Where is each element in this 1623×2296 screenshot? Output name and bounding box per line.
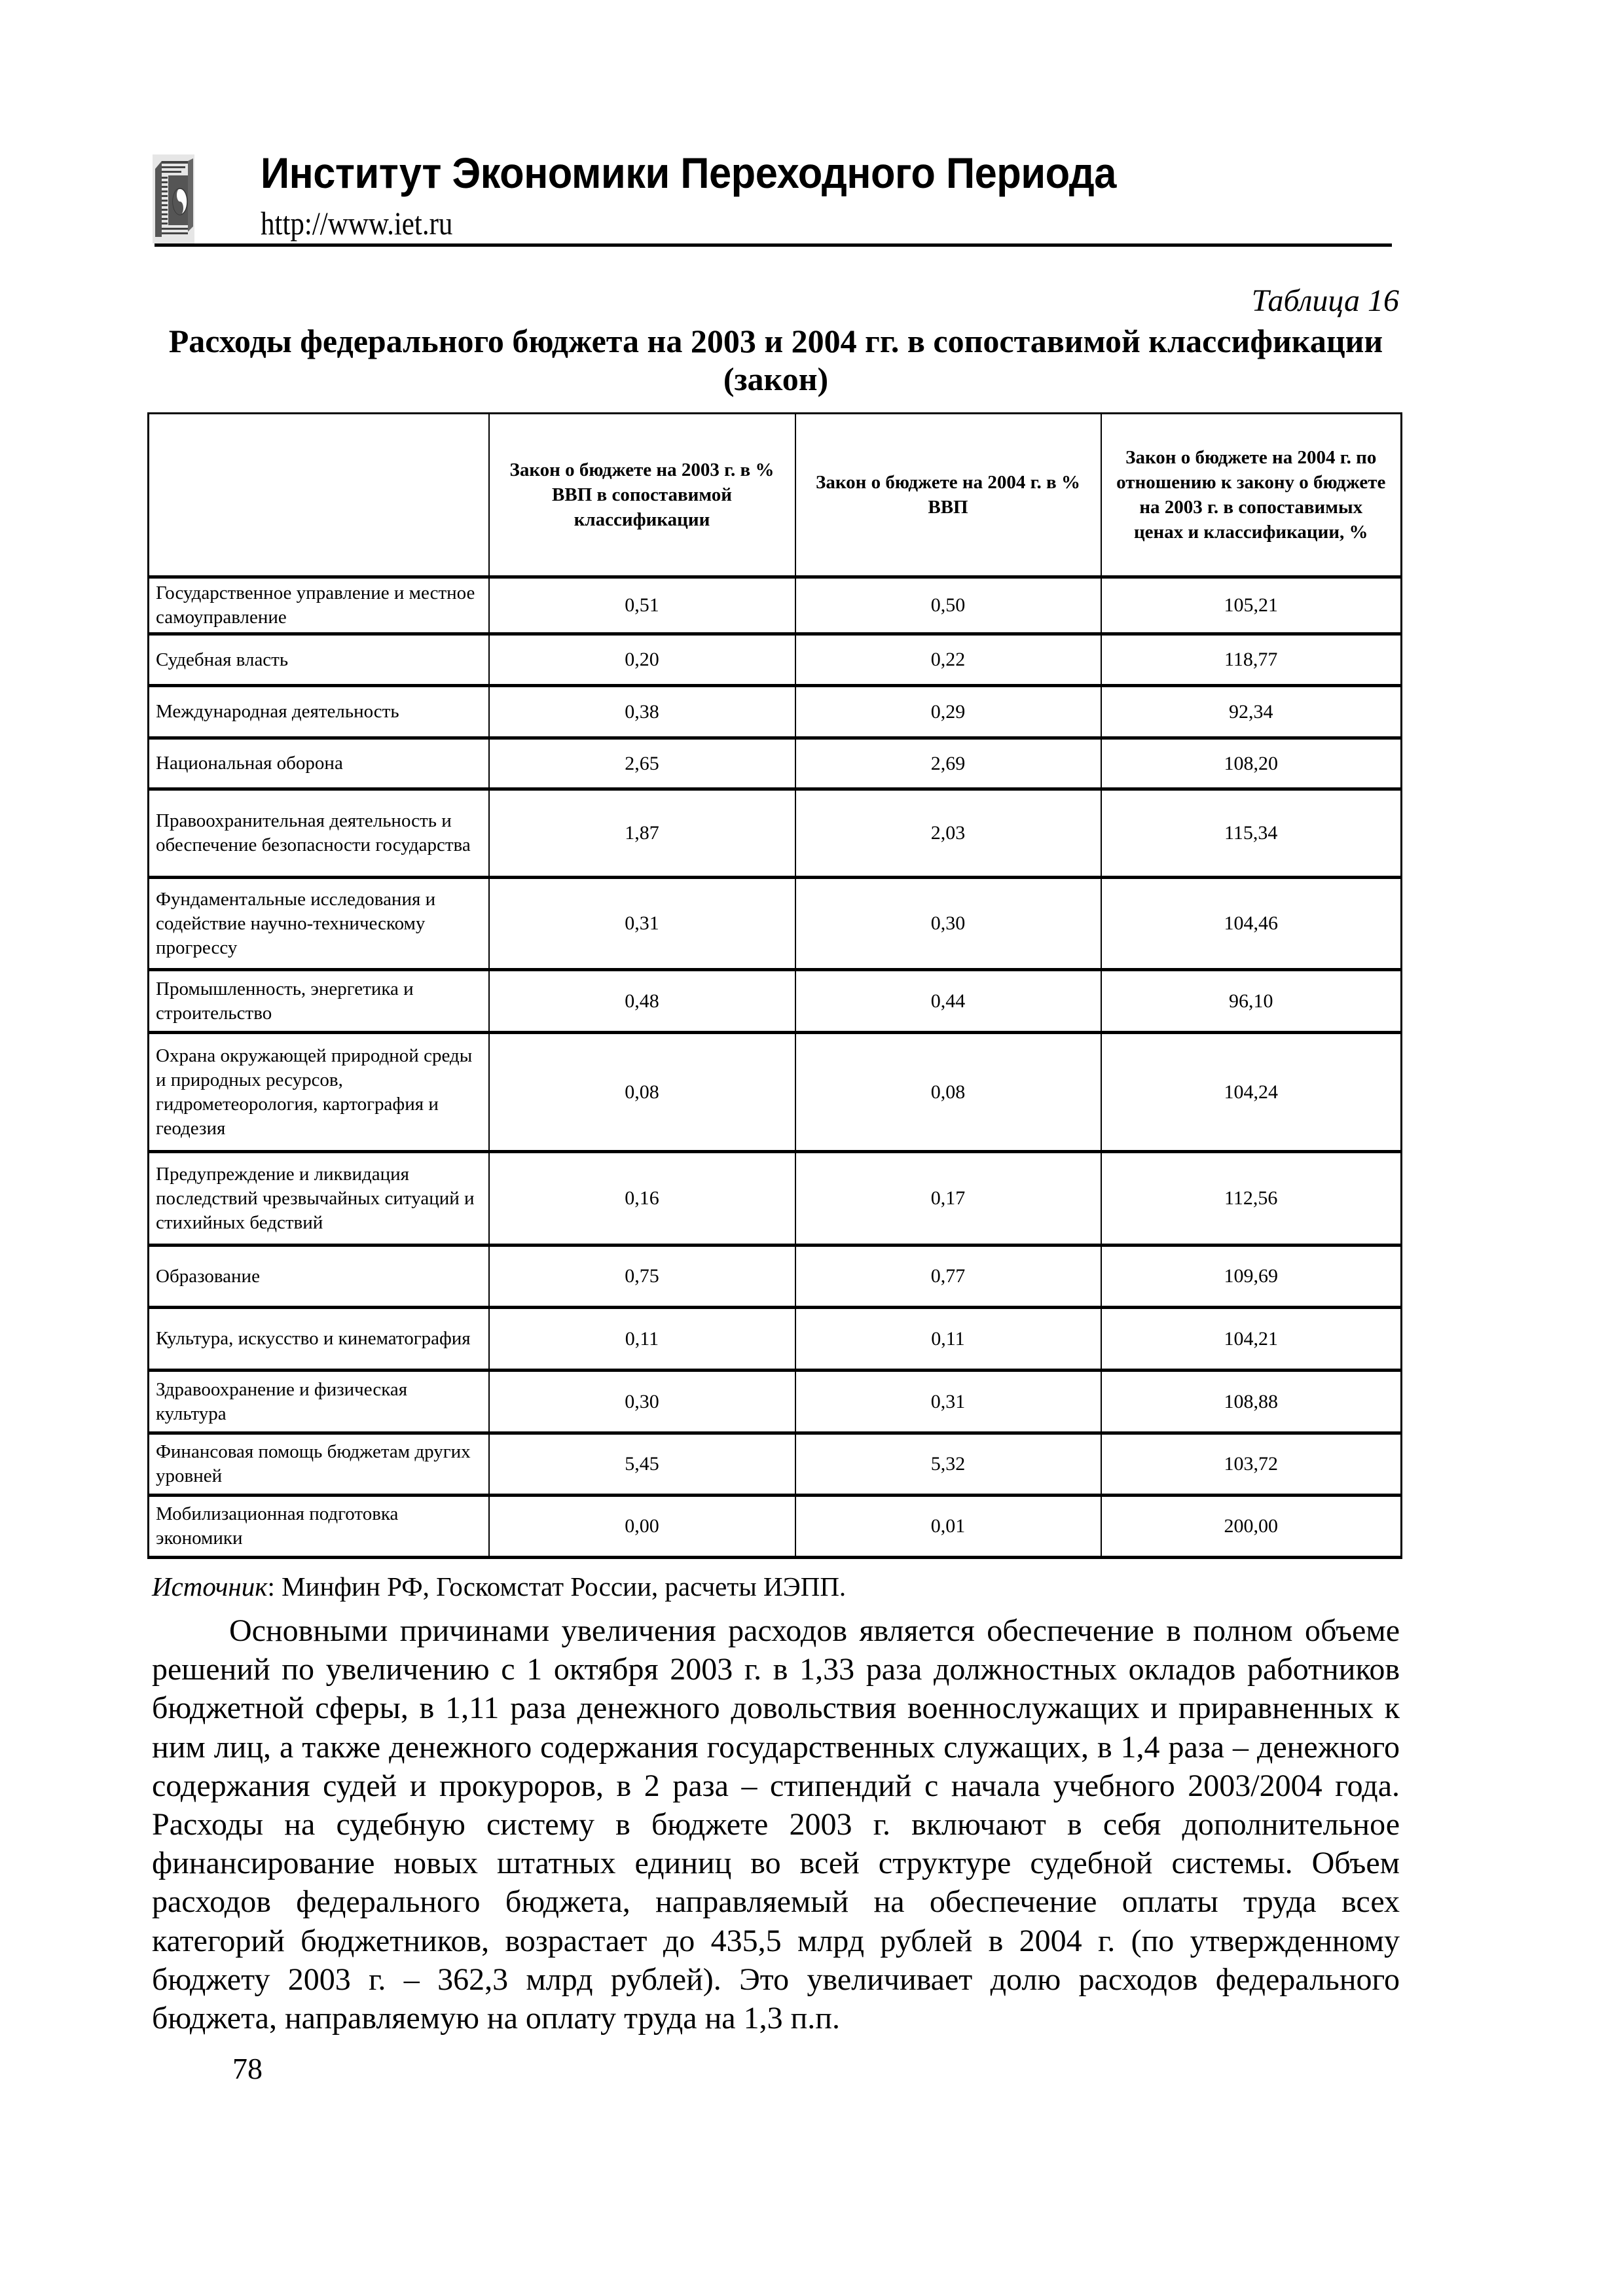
cell-ratio: 96,10	[1101, 970, 1402, 1033]
row-label: Образование	[149, 1246, 489, 1308]
header-divider	[155, 243, 1392, 247]
institute-name: Институт Экономики Переходного Периода	[261, 149, 1116, 197]
table-row	[149, 789, 1402, 878]
table-label: Таблица 16	[1251, 283, 1399, 318]
row-label: Промышленность, энергетика и строительство	[149, 970, 489, 1033]
row-label: Государственное управление и местное самоуправление	[149, 577, 489, 634]
cell-ratio: 200,00	[1101, 1496, 1402, 1558]
cell-2003: 0,30	[489, 1371, 795, 1433]
cell-2003: 5,45	[489, 1433, 795, 1496]
table-row	[149, 878, 1402, 970]
cell-ratio: 118,77	[1101, 634, 1402, 686]
table-row	[149, 634, 1402, 686]
cell-2004: 0,22	[795, 634, 1101, 686]
cell-2003: 0,38	[489, 686, 795, 738]
column-header-category	[149, 414, 489, 577]
cell-2004: 0,29	[795, 686, 1101, 738]
institute-url: http://www.iet.ru	[261, 205, 453, 242]
cell-2004: 0,01	[795, 1496, 1101, 1558]
row-label: Мобилизационная подготовка экономики	[149, 1496, 489, 1558]
cell-2004: 0,31	[795, 1371, 1101, 1433]
cell-2004: 0,50	[795, 577, 1101, 634]
cell-2004: 2,03	[795, 789, 1101, 878]
cell-ratio: 92,34	[1101, 686, 1402, 738]
cell-ratio: 108,88	[1101, 1371, 1402, 1433]
cell-2003: 0,00	[489, 1496, 795, 1558]
source-text: : Минфин РФ, Госкомстат России, расчеты ИЭПП.	[267, 1571, 847, 1602]
table-title: Расходы федерального бюджета на 2003 и 2004 гг. в сопоставимой классификации (закон)	[168, 323, 1383, 397]
row-label: Фундаментальные исследования и содействие научно-техническому прогрессу	[149, 878, 489, 970]
cell-2004: 0,08	[795, 1033, 1101, 1152]
row-label: Здравоохранение и физическая культура	[149, 1371, 489, 1433]
cell-ratio: 112,56	[1101, 1152, 1402, 1246]
cell-2003: 0,31	[489, 878, 795, 970]
row-label: Правоохранительная деятельность и обеспечение безопасности государства	[149, 789, 489, 878]
column-header-2003-gdp: Закон о бюджете на 2003 г. в % ВВП в сопоставимой классификации	[489, 414, 795, 577]
iet-logo-icon	[153, 154, 194, 243]
cell-ratio: 115,34	[1101, 789, 1402, 878]
cell-2003: 0,48	[489, 970, 795, 1033]
table-row	[149, 738, 1402, 789]
cell-ratio: 104,46	[1101, 878, 1402, 970]
cell-2004: 2,69	[795, 738, 1101, 789]
cell-2003: 1,87	[489, 789, 795, 878]
cell-2003: 2,65	[489, 738, 795, 789]
table-row	[149, 1246, 1402, 1308]
table-row	[149, 686, 1402, 738]
cell-2004: 0,17	[795, 1152, 1101, 1246]
table-source	[152, 1571, 846, 1602]
table-row	[149, 970, 1402, 1033]
cell-ratio: 104,21	[1101, 1308, 1402, 1371]
table-row	[149, 1371, 1402, 1433]
source-label: Источник	[152, 1571, 268, 1602]
page-number: 78	[232, 2052, 263, 2085]
table-row	[149, 1033, 1402, 1152]
table-row	[149, 1308, 1402, 1371]
cell-2003: 0,20	[489, 634, 795, 686]
row-label: Охрана окружающей природной среды и природных ресурсов, гидрометеорология, картография и геодезия	[149, 1033, 489, 1152]
cell-2003: 0,16	[489, 1152, 795, 1246]
row-label: Предупреждение и ликвидация последствий чрезвычайных ситуаций и стихийных бедствий	[149, 1152, 489, 1246]
cell-2003: 0,11	[489, 1308, 795, 1371]
row-label: Судебная власть	[149, 634, 489, 686]
cell-ratio: 108,20	[1101, 738, 1402, 789]
table-row	[149, 1433, 1402, 1496]
row-label: Финансовая помощь бюджетам других уровней	[149, 1433, 489, 1496]
cell-2004: 0,11	[795, 1308, 1101, 1371]
row-label: Международная деятельность	[149, 686, 489, 738]
cell-2004: 5,32	[795, 1433, 1101, 1496]
column-header-ratio: Закон о бюджете на 2004 г. по отношению к закону о бюджете на 2003 г. в сопоставимых ценах и классификации, %	[1101, 414, 1402, 577]
budget-table	[147, 412, 1402, 1559]
cell-2003: 0,75	[489, 1246, 795, 1308]
row-label: Культура, искусство и кинематография	[149, 1308, 489, 1371]
cell-ratio: 109,69	[1101, 1246, 1402, 1308]
cell-2003: 0,08	[489, 1033, 795, 1152]
cell-ratio: 103,72	[1101, 1433, 1402, 1496]
cell-2004: 0,30	[795, 878, 1101, 970]
table-row	[149, 1152, 1402, 1246]
column-header-2004-gdp: Закон о бюджете на 2004 г. в % ВВП	[795, 414, 1101, 577]
cell-ratio: 104,24	[1101, 1033, 1402, 1152]
table-row	[149, 577, 1402, 634]
cell-2004: 0,44	[795, 970, 1101, 1033]
table-row	[149, 1496, 1402, 1558]
cell-2003: 0,51	[489, 577, 795, 634]
cell-2004: 0,77	[795, 1246, 1101, 1308]
cell-ratio: 105,21	[1101, 577, 1402, 634]
row-label: Национальная оборона	[149, 738, 489, 789]
table-header-row	[149, 414, 1402, 577]
body-paragraph: Основными причинами увеличения расходов является обеспечение в полном объеме решений по увеличению с 1 октября 2003 г. в 1,33 раза должностных окладов работников бюджетной сферы, в 1,11 раза денежного довольствия военнослужащих и приравненных к ним лиц, а также денежного содержания государственных служащих, в 1,4 раза – денежного содержания судей и прокуроров, в 2 раза – стипендий с начала учебного 2003/2004 года. Расходы на судебную систему в бюджете 2003 г. включают в себя дополнительное финансирование новых штатных единиц во всей структуре судебной системы. Объем расходов федерального бюджета, направляемый на обеспечение оплаты труда всех категорий бюджетников, возрастает до 435,5 млрд рублей в 2004 г. (по утвержденному бюджету 2003 г. – 362,3 млрд рублей). Это увеличивает долю расходов федерального бюджета, направляемую на оплату труда на 1,3 п.п.	[152, 1613, 1400, 2036]
